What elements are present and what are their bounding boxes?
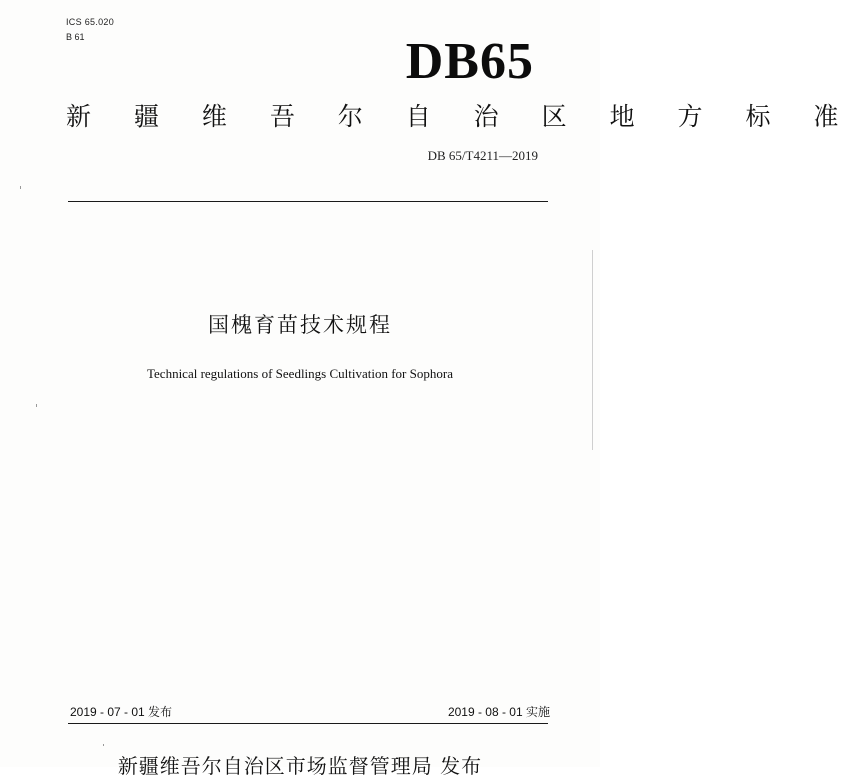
scan-edge-line	[592, 250, 593, 450]
standard-type-title: 新 疆 维 吾 尔 自 治 区 地 方 标 准	[66, 102, 856, 131]
standard-logo: DB65	[405, 33, 534, 90]
classification-code: B 61	[66, 32, 85, 42]
scan-speck	[36, 404, 37, 407]
standard-number: DB 65/T4211—2019	[427, 148, 538, 163]
document-title-en: Technical regulations of Seedlings Cultivation for Sophora	[147, 366, 453, 381]
scan-speck	[103, 744, 104, 746]
issue-date: 2019 - 07 - 01 发布	[70, 705, 173, 719]
scan-speck	[20, 186, 21, 189]
bottom-divider	[68, 723, 548, 724]
document-title-cn: 国槐育苗技术规程	[208, 313, 392, 337]
publisher-line: 新疆维吾尔自治区市场监督管理局 发布	[117, 754, 483, 778]
implementation-date: 2019 - 08 - 01 实施	[447, 705, 550, 719]
top-divider	[68, 201, 548, 202]
ics-code: ICS 65.020	[66, 17, 115, 27]
